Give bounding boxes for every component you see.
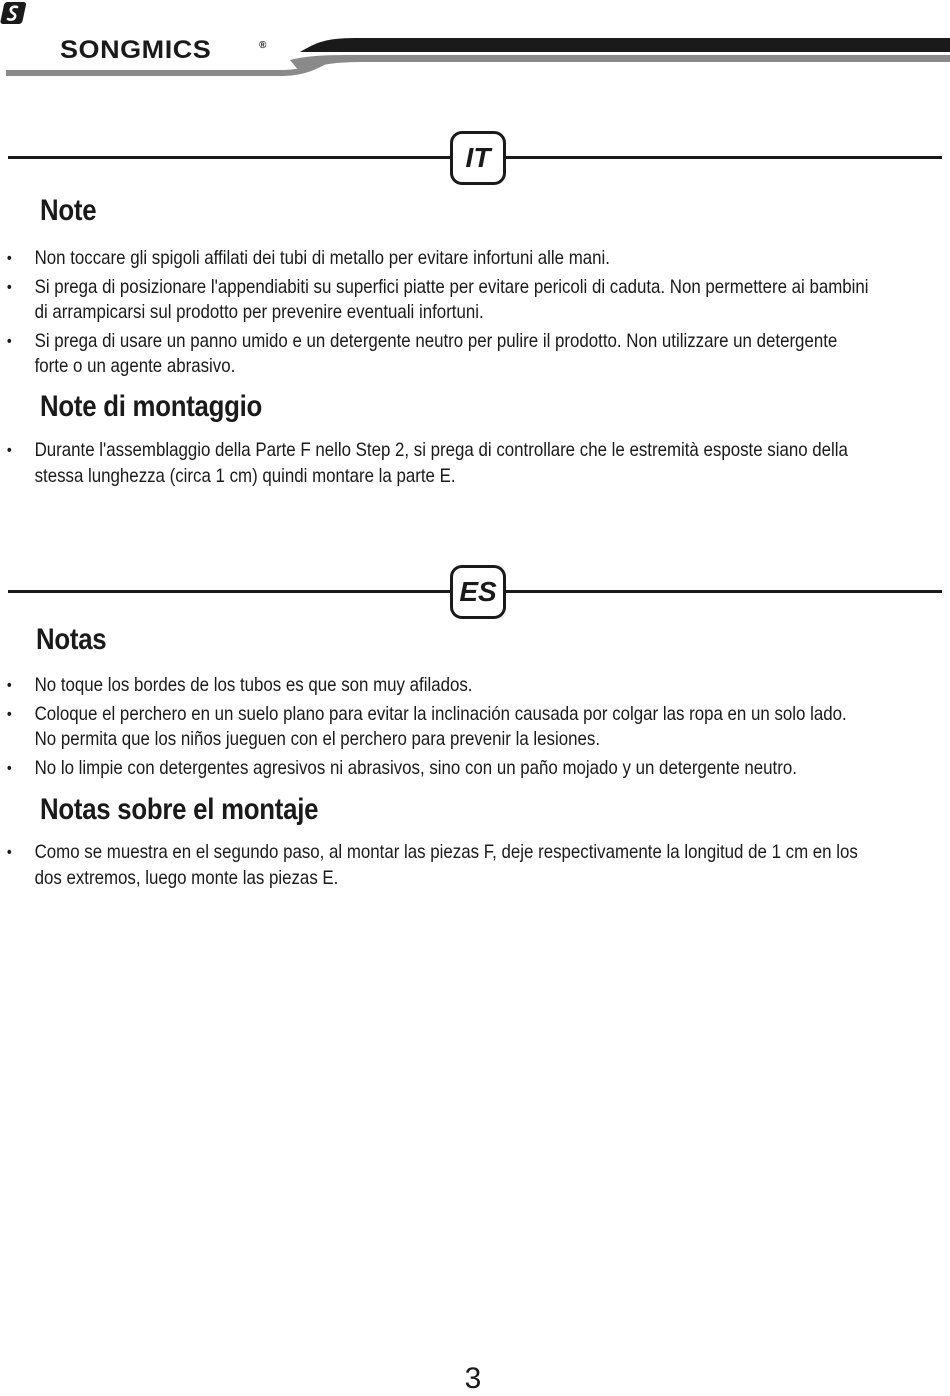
list-item: • No lo limpie con detergentes agresivos ni abrasivos, sino con un paño mojado y un detergente neutro. [0, 756, 934, 782]
songmics-logo-icon [0, 0, 26, 26]
list-item: • Non toccare gli spigoli affilati dei tubi di metallo per evitare infortuni alle mani. [0, 246, 934, 272]
list-item: • Si prega di posizionare l'appendiabiti su superfici piatte per evitare pericoli di caduta. Non permettere ai bambini di arrampicarsi sul prodotto per prevenire eventuali infortuni. [6, 275, 869, 323]
list-item: • Como se muestra en el segundo paso, al montar las piezas F, deje respectivamente la longitud de 1 cm en los dos extremos, luego monte las piezas E. [6, 841, 858, 889]
bullet-icon: • [6, 677, 12, 694]
language-badge-it: IT [450, 131, 506, 185]
notes-title-es: Notas [36, 623, 107, 656]
list-item: • Durante l'assemblaggio della Parte F nello Step 2, si prega di controllare che le estremità esposte siano della stessa lunghezza (circa 1 cm) quindi montare la parte E. [6, 439, 848, 487]
language-badge-es: ES [450, 565, 506, 619]
page-number: 3 [464, 1362, 482, 1395]
assembly-list-it [0, 438, 950, 492]
bullet-icon: • [6, 844, 12, 861]
notes-list-es [0, 673, 950, 784]
assembly-title-es: Notas sobre el montaje [40, 793, 319, 826]
list-item: • Si prega di usare un panno umido e un detergente neutro per pulire il prodotto. Non utilizzare un detergente forte o un agente abrasivo. [6, 329, 838, 377]
bullet-icon: • [6, 332, 12, 350]
bullet-icon: • [6, 442, 12, 459]
bullet-icon: • [6, 250, 12, 267]
notes-list-it [0, 246, 950, 383]
list-item: • No toque los bordes de los tubos es que son muy afilados. [0, 673, 934, 699]
bullet-icon: • [6, 759, 12, 777]
list-item: • Coloque el perchero en un suelo plano para evitar la inclinación causada por colgar las ropa en un solo lado. No permita que los niños jueguen con el perchero para prevenir la lesiones. [6, 702, 847, 750]
bullet-icon: • [6, 705, 12, 723]
assembly-title-it: Note di montaggio [40, 390, 263, 423]
bullet-icon: • [6, 278, 12, 296]
assembly-list-es [0, 840, 950, 894]
language-divider-it [8, 131, 942, 191]
notes-title-it: Note [40, 194, 97, 227]
registered-mark: ® [259, 40, 267, 51]
language-divider-es [8, 565, 942, 625]
brand-name: SONGMICS [60, 36, 212, 64]
header [0, 0, 950, 90]
